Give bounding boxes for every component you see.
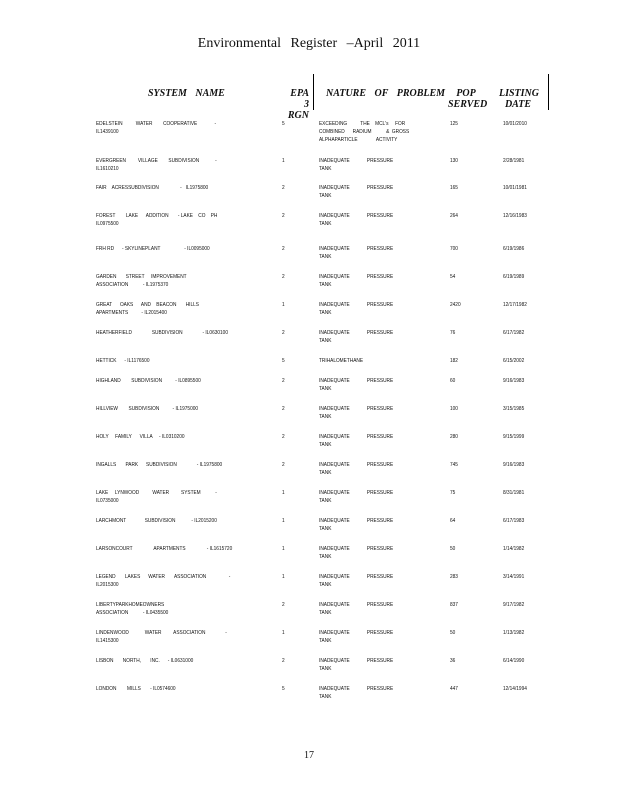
nature-of-problem-cell [319,489,429,505]
system-name-cell-line1: LINDENWOOD WATER ASSOCIATION - [96,630,227,636]
system-name-cell-line2: IL1610210 [96,166,119,172]
nature-of-problem-cell-line2: TANK [319,610,332,616]
column-header-pop-served [448,88,488,110]
epa-region-cell [282,212,300,220]
nature-of-problem-cell [319,629,429,645]
nature-of-problem-cell-line1: INADEQUATE PRESSURE [319,630,394,636]
nature-of-problem-cell-line2: TANK [319,414,332,420]
system-name-cell-line2: ASSOCIATION - IL0435500 [96,610,169,616]
system-name-cell-line1: LONDON MILLS - IL0574600 [96,686,176,692]
epa-region-cell-line1: 1 [282,302,285,308]
system-name-cell-line2: APARTMENTS - IL2015400 [96,310,167,316]
listing-date-cell-line1: 10/01/1981 [503,185,527,191]
system-name-cell-line2: IL1439100 [96,129,119,135]
nature-of-problem-cell-line1: TRIHALOMETHANE [319,358,364,364]
system-name-cell-line1: LISBON NORTH, INC. - IL0631000 [96,658,194,664]
system-name-cell-line1: GREAT OAKS AND BEACON HILLS [96,302,199,308]
epa-region-cell-line1: 5 [282,686,285,692]
epa-region-cell [282,461,300,469]
epa-region-cell [282,405,300,413]
system-name-cell-line1: HILLVIEW SUBDIVISION - IL1975000 [96,406,199,412]
listing-date-cell [503,545,540,553]
listing-date-cell-line1: 6/17/1983 [503,518,525,524]
nature-of-problem-cell-line1: EXCEEDING THE MCL's FOR [319,121,406,127]
nature-of-problem-cell [319,461,429,477]
population-served-cell [450,489,487,497]
listing-date-cell-line1: 3/15/1985 [503,406,525,412]
epa-region-cell [282,184,300,192]
nature-of-problem-cell-line2: TANK [319,442,332,448]
nature-of-problem-cell-line2: TANK [319,526,332,532]
population-served-cell-line1: 50 [450,630,456,636]
listing-date-cell [503,212,540,220]
column-header-listing-date [499,88,540,110]
listing-date-cell-line1: 9/17/1982 [503,602,525,608]
system-name-cell [96,573,280,589]
system-name-cell-line1: LEGEND LAKES WATER ASSOCIATION - [96,574,231,580]
nature-of-problem-cell-line1: INADEQUATE PRESSURE [319,518,394,524]
listing-date-cell [503,120,540,128]
population-served-cell [450,212,487,220]
epa-region-cell [282,685,300,693]
column-header-listing-date-line2: DATE [504,99,532,110]
population-served-cell [450,184,487,192]
system-name-cell [96,329,280,337]
listing-date-cell-line1: 6/15/2002 [503,358,525,364]
nature-of-problem-cell-line1: INADEQUATE PRESSURE [319,158,394,164]
nature-of-problem-cell-line2: TANK [319,582,332,588]
nature-of-problem-cell [319,545,429,561]
epa-region-cell-line1: 2 [282,185,285,191]
epa-region-cell [282,573,300,581]
population-served-cell [450,657,487,665]
listing-date-cell [503,685,540,693]
population-served-cell [450,601,487,609]
nature-of-problem-cell-line1: INADEQUATE PRESSURE [319,434,394,440]
column-header-epa-rgn-line1: EPA 3 [290,88,309,110]
listing-date-cell [503,657,540,665]
system-name-cell [96,245,280,253]
nature-of-problem-cell [319,517,429,533]
nature-of-problem-cell-line1: INADEQUATE PRESSURE [319,246,394,252]
listing-date-cell-line1: 6/19/1986 [503,246,525,252]
population-served-cell-line1: 165 [450,185,458,191]
system-name-cell-line1: FRH RD - SKYLINEPLANT - IL0095000 [96,246,210,252]
listing-date-cell [503,273,540,281]
epa-region-cell [282,273,300,281]
system-name-cell [96,517,280,525]
listing-date-cell-line1: 12/17/1982 [503,302,527,308]
system-name-cell-line2: IL2015300 [96,582,119,588]
nature-of-problem-cell-line1: INADEQUATE PRESSURE [319,658,394,664]
population-served-cell [450,357,487,365]
system-name-cell-line1: LAKE LYNWOOD WATER SYSTEM - [96,490,217,496]
system-name-cell-line1: EDELSTEIN WATER COOPERATIVE - [96,121,217,127]
population-served-cell-line1: 700 [450,246,458,252]
epa-region-cell-line1: 5 [282,121,285,127]
epa-region-cell [282,601,300,609]
nature-of-problem-cell-line2: TANK [319,666,332,672]
nature-of-problem-cell [319,184,429,200]
population-served-cell [450,273,487,281]
population-served-cell-line1: 64 [450,518,456,524]
nature-of-problem-cell-line2: TANK [319,470,332,476]
header-divider-right [548,74,549,110]
listing-date-cell [503,329,540,337]
system-name-cell-line2: IL0735000 [96,498,119,504]
listing-date-cell-line1: 12/16/1983 [503,213,527,219]
listing-date-cell [503,517,540,525]
system-name-cell [96,657,280,665]
nature-of-problem-cell-line2: TANK [319,166,332,172]
epa-region-cell-line1: 1 [282,546,285,552]
listing-date-cell-line1: 6/17/1982 [503,330,525,336]
nature-of-problem-cell-line1: INADEQUATE PRESSURE [319,462,394,468]
epa-region-cell [282,489,300,497]
nature-of-problem-cell [319,357,429,365]
system-name-cell-line1: LARSONCOURT APARTMENTS - IL1615720 [96,546,233,552]
system-name-cell-line2: ASSOCIATION - IL1975370 [96,282,169,288]
population-served-cell [450,685,487,693]
system-name-cell [96,685,280,693]
listing-date-cell [503,245,540,253]
population-served-cell [450,461,487,469]
system-name-cell [96,184,280,192]
nature-of-problem-cell [319,329,429,345]
epa-region-cell-line1: 2 [282,462,285,468]
listing-date-cell [503,301,540,309]
nature-of-problem-cell [319,657,429,673]
listing-date-cell-line1: 2/28/1981 [503,158,525,164]
nature-of-problem-cell [319,685,429,701]
listing-date-cell [503,573,540,581]
population-served-cell [450,329,487,337]
listing-date-cell-line1: 1/13/1982 [503,630,525,636]
epa-region-cell-line1: 2 [282,213,285,219]
epa-region-cell-line1: 2 [282,406,285,412]
listing-date-cell [503,489,540,497]
population-served-cell [450,629,487,637]
nature-of-problem-cell-line1: INADEQUATE PRESSURE [319,602,394,608]
nature-of-problem-cell-line2: TANK [319,694,332,700]
listing-date-cell-line1: 1/14/1982 [503,546,525,552]
listing-date-cell-line1: 6/19/1989 [503,274,525,280]
system-name-cell [96,377,280,385]
epa-region-cell [282,545,300,553]
nature-of-problem-cell-line2: COMBINED RADIUM & GROSS [319,129,410,135]
nature-of-problem-cell-line1: INADEQUATE PRESSURE [319,302,394,308]
population-served-cell-line1: 837 [450,602,458,608]
epa-region-cell-line1: 2 [282,602,285,608]
population-served-cell [450,433,487,441]
listing-date-cell [503,357,540,365]
system-name-cell-line1: HOLY FAMILY VILLA - IL0310200 [96,434,185,440]
epa-region-cell-line1: 2 [282,246,285,252]
epa-region-cell [282,433,300,441]
nature-of-problem-cell [319,120,429,144]
nature-of-problem-cell [319,157,429,173]
nature-of-problem-cell-line2: TANK [319,221,332,227]
nature-of-problem-cell [319,601,429,617]
listing-date-cell [503,601,540,609]
nature-of-problem-cell-line1: INADEQUATE PRESSURE [319,378,394,384]
nature-of-problem-cell-line1: INADEQUATE PRESSURE [319,274,394,280]
nature-of-problem-cell [319,377,429,393]
population-served-cell-line1: 36 [450,658,456,664]
listing-date-cell-line1: 9/16/1983 [503,462,525,468]
nature-of-problem-cell-line1: INADEQUATE PRESSURE [319,490,394,496]
epa-region-cell [282,301,300,309]
nature-of-problem-cell [319,573,429,589]
system-name-cell [96,545,280,553]
listing-date-cell [503,157,540,165]
listing-date-cell-line1: 9/16/1983 [503,378,525,384]
epa-region-cell-line1: 2 [282,274,285,280]
column-header-epa-rgn [281,88,309,121]
system-name-cell-line2: IL1415300 [96,638,119,644]
epa-region-cell-line1: 1 [282,518,285,524]
epa-region-cell-line1: 1 [282,490,285,496]
nature-of-problem-cell [319,405,429,421]
epa-region-cell-line1: 5 [282,358,285,364]
column-header-pop-served-line1: POP [456,88,476,99]
column-header-epa-rgn-line2: RGN [287,110,309,121]
epa-region-cell [282,377,300,385]
nature-of-problem-cell-line2: TANK [319,386,332,392]
nature-of-problem-cell-line1: INADEQUATE PRESSURE [319,546,394,552]
listing-date-cell-line1: 12/14/1994 [503,686,527,692]
system-name-cell [96,273,280,289]
epa-region-cell [282,120,300,128]
system-name-cell-line1: HIGHLAND SUBDIVISION - IL0895500 [96,378,201,384]
nature-of-problem-cell [319,273,429,289]
epa-region-cell [282,157,300,165]
nature-of-problem-cell-line1: INADEQUATE PRESSURE [319,330,394,336]
system-name-cell-line1: INGALLS PARK SUBDIVISION - IL1975800 [96,462,223,468]
population-served-cell-line1: 447 [450,686,458,692]
population-served-cell-line1: 50 [450,546,456,552]
system-name-cell [96,461,280,469]
nature-of-problem-cell-line2: TANK [319,193,332,199]
epa-region-cell [282,629,300,637]
population-served-cell-line1: 182 [450,358,458,364]
nature-of-problem-cell-line1: INADEQUATE PRESSURE [319,213,394,219]
population-served-cell-line1: 745 [450,462,458,468]
population-served-cell [450,120,487,128]
nature-of-problem-cell-line1: INADEQUATE PRESSURE [319,574,394,580]
epa-region-cell [282,329,300,337]
system-name-cell [96,301,280,317]
population-served-cell-line1: 76 [450,330,456,336]
header-divider-left [313,74,314,110]
population-served-cell [450,245,487,253]
column-header-nature-of-problem: NATURE OF PROBLEM [326,88,446,99]
population-served-cell [450,405,487,413]
system-name-cell-line1: HETTICK - IL1176500 [96,358,150,364]
listing-date-cell-line1: 3/14/1991 [503,574,525,580]
epa-region-cell [282,657,300,665]
population-served-cell [450,377,487,385]
system-name-cell-line1: EVERGREEN VILLAGE SUBDIVISION - [96,158,217,164]
listing-date-cell-line1: 9/15/1999 [503,434,525,440]
system-name-cell [96,212,280,228]
listing-date-cell-line1: 8/31/1981 [503,490,525,496]
system-name-cell [96,157,280,173]
epa-region-cell [282,245,300,253]
nature-of-problem-cell [319,301,429,317]
nature-of-problem-cell-line2: TANK [319,638,332,644]
listing-date-cell [503,629,540,637]
system-name-cell-line1: FOREST LAKE ADDITION - LAKE CO PH [96,213,218,219]
epa-region-cell-line1: 1 [282,574,285,580]
listing-date-cell [503,184,540,192]
population-served-cell-line1: 280 [450,434,458,440]
system-name-cell-line1: LARCHMONT SUBDIVISION - IL2015200 [96,518,217,524]
population-served-cell-line1: 75 [450,490,456,496]
population-served-cell [450,545,487,553]
column-header-listing-date-line1: LISTING [499,88,540,99]
listing-date-cell-line1: 6/14/1990 [503,658,525,664]
population-served-cell-line1: 264 [450,213,458,219]
system-name-cell [96,601,280,617]
nature-of-problem-cell-line2: TANK [319,498,332,504]
epa-region-cell-line1: 2 [282,658,285,664]
system-name-cell-line1: HEATHERFIELD SUBDIVISION - IL0630100 [96,330,228,336]
listing-date-cell [503,461,540,469]
population-served-cell-line1: 54 [450,274,456,280]
population-served-cell [450,301,487,309]
nature-of-problem-cell-line2: TANK [319,254,332,260]
nature-of-problem-cell [319,433,429,449]
system-name-cell [96,405,280,413]
nature-of-problem-cell-line2: TANK [319,310,332,316]
page-number: 17 [304,750,314,761]
epa-region-cell [282,517,300,525]
nature-of-problem-cell-line1: INADEQUATE PRESSURE [319,686,394,692]
epa-region-cell-line1: 1 [282,158,285,164]
population-served-cell-line1: 283 [450,574,458,580]
system-name-cell [96,489,280,505]
population-served-cell-line1: 130 [450,158,458,164]
nature-of-problem-cell-line2: TANK [319,554,332,560]
listing-date-cell-line1: 10/01/2010 [503,121,527,127]
population-served-cell [450,517,487,525]
epa-region-cell-line1: 2 [282,378,285,384]
nature-of-problem-cell-line2: TANK [319,282,332,288]
listing-date-cell [503,377,540,385]
system-name-cell [96,629,280,645]
system-name-cell [96,433,280,441]
nature-of-problem-cell-line1: INADEQUATE PRESSURE [319,406,394,412]
system-name-cell-line1: LIBERTYPARKHOMEOWNERS [96,602,165,608]
listing-date-cell [503,433,540,441]
population-served-cell-line1: 2420 [450,302,461,308]
page-title: Environmental Register –April 2011 [197,36,421,51]
column-header-system-name: SYSTEM NAME [148,88,225,99]
population-served-cell [450,573,487,581]
system-name-cell-line1: FAIR ACRESSUBDIVISION - IL1975800 [96,185,209,191]
nature-of-problem-cell-line1: INADEQUATE PRESSURE [319,185,394,191]
epa-region-cell-line1: 2 [282,434,285,440]
epa-region-cell-line1: 1 [282,630,285,636]
column-header-pop-served-line2: SERVED [448,99,488,110]
system-name-cell-line1: GARDEN STREET IMPROVEMENT [96,274,187,280]
nature-of-problem-cell [319,245,429,261]
epa-region-cell-line1: 2 [282,330,285,336]
system-name-cell-line2: IL0975500 [96,221,119,227]
nature-of-problem-cell-line3: ALPHAPARTICLE ACTIVITY [319,137,398,143]
listing-date-cell [503,405,540,413]
nature-of-problem-cell [319,212,429,228]
system-name-cell [96,357,280,365]
nature-of-problem-cell-line2: TANK [319,338,332,344]
epa-region-cell [282,357,300,365]
population-served-cell-line1: 125 [450,121,458,127]
system-name-cell [96,120,280,136]
population-served-cell-line1: 60 [450,378,456,384]
population-served-cell-line1: 100 [450,406,458,412]
population-served-cell [450,157,487,165]
